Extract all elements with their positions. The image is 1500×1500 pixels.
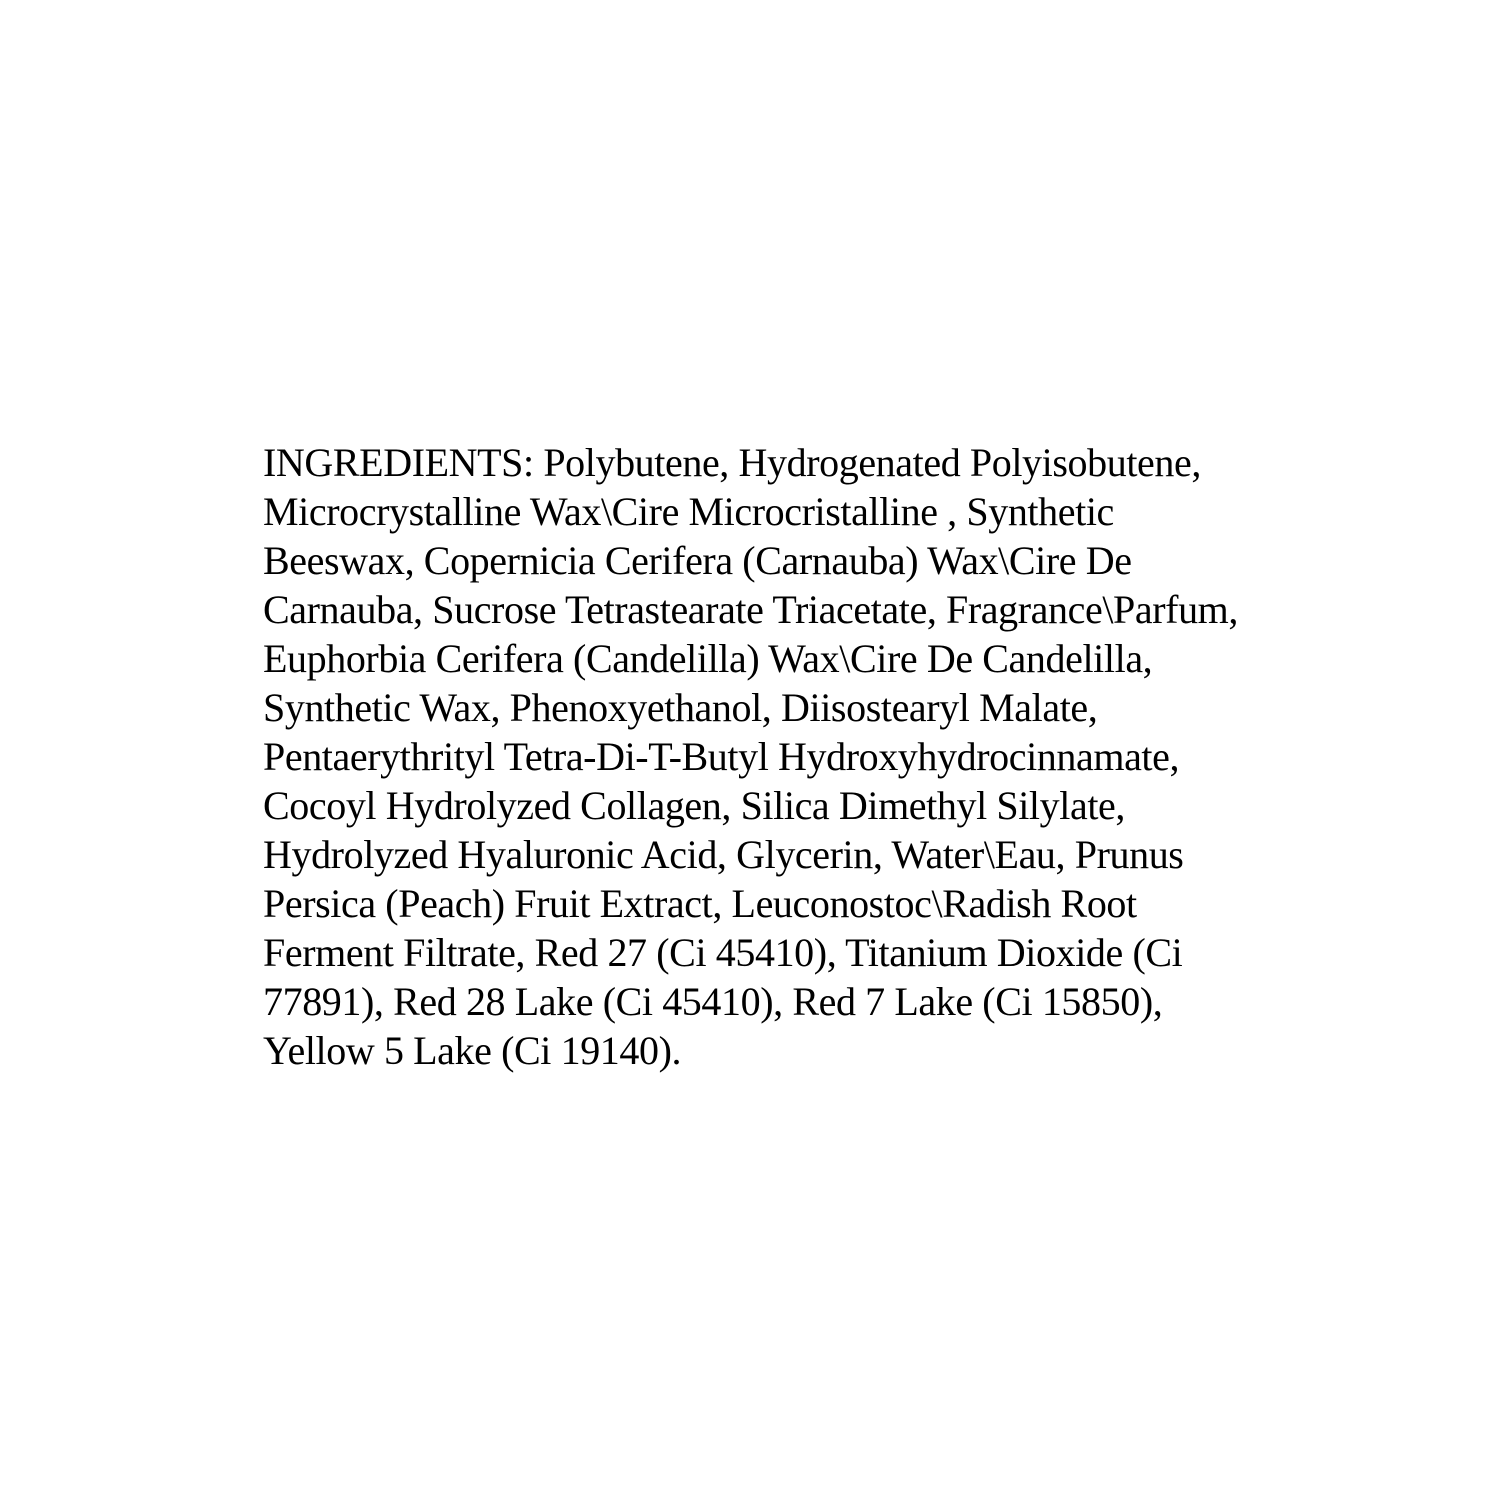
ingredients-line: Synthetic Wax, Phenoxyethanol, Diisostearyl Malate, — [263, 685, 1098, 730]
ingredients-line: Carnauba, Sucrose Tetrastearate Triacetate, Fragrance\Parfum, — [263, 587, 1238, 632]
ingredients-line: Pentaerythrityl Tetra-Di-T-Butyl Hydroxyhydrocinnamate, — [263, 734, 1180, 779]
ingredients-line: 77891), Red 28 Lake (Ci 45410), Red 7 Lake (Ci 15850), — [263, 979, 1163, 1024]
ingredients-line: Hydrolyzed Hyaluronic Acid, Glycerin, Water\Eau, Prunus — [263, 832, 1184, 877]
ingredients-line: Persica (Peach) Fruit Extract, Leuconostoc\Radish Root — [263, 881, 1137, 926]
ingredients-line: Yellow 5 Lake (Ci 19140). — [263, 1028, 682, 1073]
ingredients-line: Ferment Filtrate, Red 27 (Ci 45410), Titanium Dioxide (Ci — [263, 930, 1183, 975]
ingredients-line: Beeswax, Copernicia Cerifera (Carnauba) Wax\Cire De — [263, 538, 1132, 583]
ingredients-line: Cocoyl Hydrolyzed Collagen, Silica Dimethyl Silylate, — [263, 783, 1125, 828]
ingredients-line: INGREDIENTS: Polybutene, Hydrogenated Polyisobutene, — [263, 440, 1201, 485]
ingredients-line: Microcrystalline Wax\Cire Microcristalline , Synthetic — [263, 489, 1114, 534]
ingredients-line: Euphorbia Cerifera (Candelilla) Wax\Cire De Candelilla, — [263, 636, 1153, 681]
ingredients-text-block — [263, 438, 1238, 1075]
